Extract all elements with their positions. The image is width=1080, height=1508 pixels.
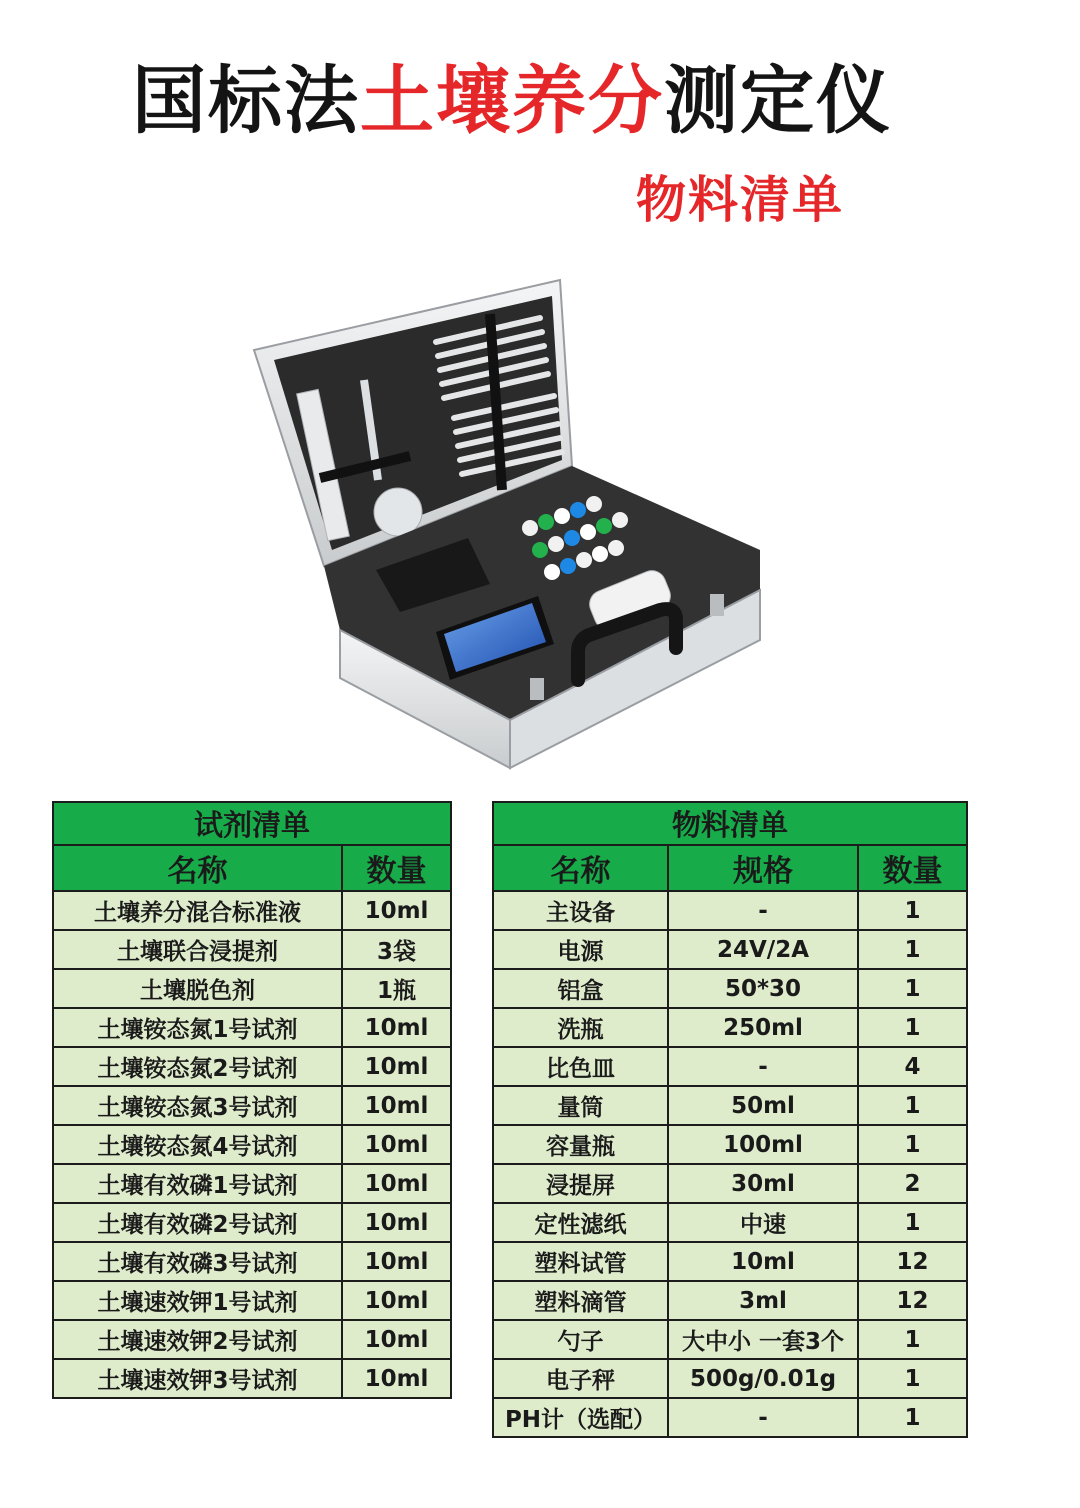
title-part-soil-nutrient: 土壤养分 — [360, 58, 664, 144]
reagent-quantity-cell: 10ml — [342, 1281, 451, 1320]
table-row — [53, 1359, 451, 1398]
reagent-list-caption: 试剂清单 — [53, 802, 451, 845]
material-quantity-cell: 1 — [858, 1008, 967, 1047]
material-spec-cell: - — [668, 1047, 858, 1086]
material-spec-cell: 中速 — [668, 1203, 858, 1242]
material-name-cell: 铝盒 — [493, 969, 668, 1008]
table-row — [53, 1281, 451, 1320]
material-spec-cell: 500g/0.01g — [668, 1359, 858, 1398]
material-header-quantity: 数量 — [858, 845, 967, 891]
material-name-cell: 塑料试管 — [493, 1242, 668, 1281]
material-name-cell: 量筒 — [493, 1086, 668, 1125]
table-row — [53, 1047, 451, 1086]
reagent-quantity-cell: 10ml — [342, 1164, 451, 1203]
material-quantity-cell: 1 — [858, 1359, 967, 1398]
material-quantity-cell: 4 — [858, 1047, 967, 1086]
material-quantity-cell: 2 — [858, 1164, 967, 1203]
material-name-cell: PH计（选配） — [493, 1398, 668, 1437]
material-quantity-cell: 1 — [858, 891, 967, 930]
table-row — [53, 969, 451, 1008]
reagent-quantity-cell: 3袋 — [342, 930, 451, 969]
reagent-name-cell: 土壤速效钾3号试剂 — [53, 1359, 342, 1398]
material-spec-cell: 250ml — [668, 1008, 858, 1047]
reagent-name-cell: 土壤铵态氮4号试剂 — [53, 1125, 342, 1164]
reagent-name-cell: 土壤速效钾2号试剂 — [53, 1320, 342, 1359]
table-row — [493, 1398, 967, 1437]
reagent-quantity-cell: 10ml — [342, 1242, 451, 1281]
reagent-name-cell: 土壤铵态氮1号试剂 — [53, 1008, 342, 1047]
material-spec-cell: 10ml — [668, 1242, 858, 1281]
table-row — [493, 1164, 967, 1203]
material-quantity-cell: 1 — [858, 1398, 967, 1437]
reagent-list-body — [53, 802, 451, 1398]
reagent-name-cell: 土壤铵态氮2号试剂 — [53, 1047, 342, 1086]
table-row — [493, 1086, 967, 1125]
reagent-name-cell: 土壤有效磷3号试剂 — [53, 1242, 342, 1281]
material-quantity-cell: 1 — [858, 1125, 967, 1164]
material-name-cell: 电源 — [493, 930, 668, 969]
table-row — [53, 1164, 451, 1203]
table-row — [53, 1125, 451, 1164]
reagent-name-cell: 土壤速效钾1号试剂 — [53, 1281, 342, 1320]
material-name-cell: 主设备 — [493, 891, 668, 930]
table-row — [493, 1008, 967, 1047]
reagent-name-cell: 土壤铵态氮3号试剂 — [53, 1086, 342, 1125]
table-row — [493, 1359, 967, 1398]
table-row — [53, 1242, 451, 1281]
reagent-name-cell: 土壤联合浸提剂 — [53, 930, 342, 969]
material-quantity-cell: 1 — [858, 1320, 967, 1359]
reagent-name-cell: 土壤养分混合标准液 — [53, 891, 342, 930]
material-name-cell: 电子秤 — [493, 1359, 668, 1398]
material-name-cell: 容量瓶 — [493, 1125, 668, 1164]
page-title — [0, 58, 1024, 144]
material-list-body — [493, 802, 967, 1437]
reagent-quantity-cell: 10ml — [342, 1125, 451, 1164]
table-row — [493, 930, 967, 969]
material-spec-cell: - — [668, 891, 858, 930]
material-quantity-cell: 12 — [858, 1242, 967, 1281]
reagent-name-cell: 土壤有效磷2号试剂 — [53, 1203, 342, 1242]
instrument-case-image — [240, 260, 780, 780]
material-quantity-cell: 1 — [858, 930, 967, 969]
reagent-quantity-cell: 10ml — [342, 891, 451, 930]
table-row — [493, 1203, 967, 1242]
reagent-name-cell: 土壤脱色剂 — [53, 969, 342, 1008]
material-name-cell: 浸提屏 — [493, 1164, 668, 1203]
material-name-cell: 塑料滴管 — [493, 1281, 668, 1320]
table-row — [493, 891, 967, 930]
table-row — [53, 1203, 451, 1242]
material-spec-cell: 50*30 — [668, 969, 858, 1008]
table-row — [493, 1125, 967, 1164]
reagent-quantity-cell: 10ml — [342, 1047, 451, 1086]
material-list-table — [492, 801, 968, 1438]
material-spec-cell: 100ml — [668, 1125, 858, 1164]
reagent-quantity-cell: 10ml — [342, 1086, 451, 1125]
table-row — [493, 1281, 967, 1320]
reagent-quantity-cell: 10ml — [342, 1008, 451, 1047]
material-name-cell: 定性滤纸 — [493, 1203, 668, 1242]
table-row — [493, 969, 967, 1008]
material-header-spec: 规格 — [668, 845, 858, 891]
material-spec-cell: 24V/2A — [668, 930, 858, 969]
table-row — [493, 1320, 967, 1359]
table-row — [493, 1242, 967, 1281]
reagent-quantity-cell: 1瓶 — [342, 969, 451, 1008]
material-quantity-cell: 1 — [858, 969, 967, 1008]
reagent-quantity-cell: 10ml — [342, 1203, 451, 1242]
reagent-name-cell: 土壤有效磷1号试剂 — [53, 1164, 342, 1203]
material-spec-cell: 30ml — [668, 1164, 858, 1203]
title-part-meter: 测定仪 — [664, 58, 892, 144]
material-spec-cell: - — [668, 1398, 858, 1437]
table-row — [493, 1047, 967, 1086]
material-quantity-cell: 1 — [858, 1203, 967, 1242]
reagent-quantity-cell: 10ml — [342, 1359, 451, 1398]
material-name-cell: 勺子 — [493, 1320, 668, 1359]
reagent-list-table — [52, 801, 452, 1399]
material-spec-cell: 50ml — [668, 1086, 858, 1125]
reagent-header-quantity: 数量 — [342, 845, 451, 891]
reagent-header-name: 名称 — [53, 845, 342, 891]
material-name-cell: 比色皿 — [493, 1047, 668, 1086]
page-subtitle: 物料清单 — [636, 171, 844, 229]
material-quantity-cell: 1 — [858, 1086, 967, 1125]
table-row — [53, 1086, 451, 1125]
table-row — [53, 891, 451, 930]
table-row — [53, 930, 451, 969]
material-quantity-cell: 12 — [858, 1281, 967, 1320]
table-row — [53, 1008, 451, 1047]
title-part-standard: 国标法 — [132, 58, 360, 144]
table-row — [53, 1320, 451, 1359]
material-name-cell: 洗瓶 — [493, 1008, 668, 1047]
reagent-quantity-cell: 10ml — [342, 1320, 451, 1359]
material-list-caption: 物料清单 — [493, 802, 967, 845]
material-spec-cell: 3ml — [668, 1281, 858, 1320]
material-spec-cell: 大中小 一套3个 — [668, 1320, 858, 1359]
material-header-name: 名称 — [493, 845, 668, 891]
